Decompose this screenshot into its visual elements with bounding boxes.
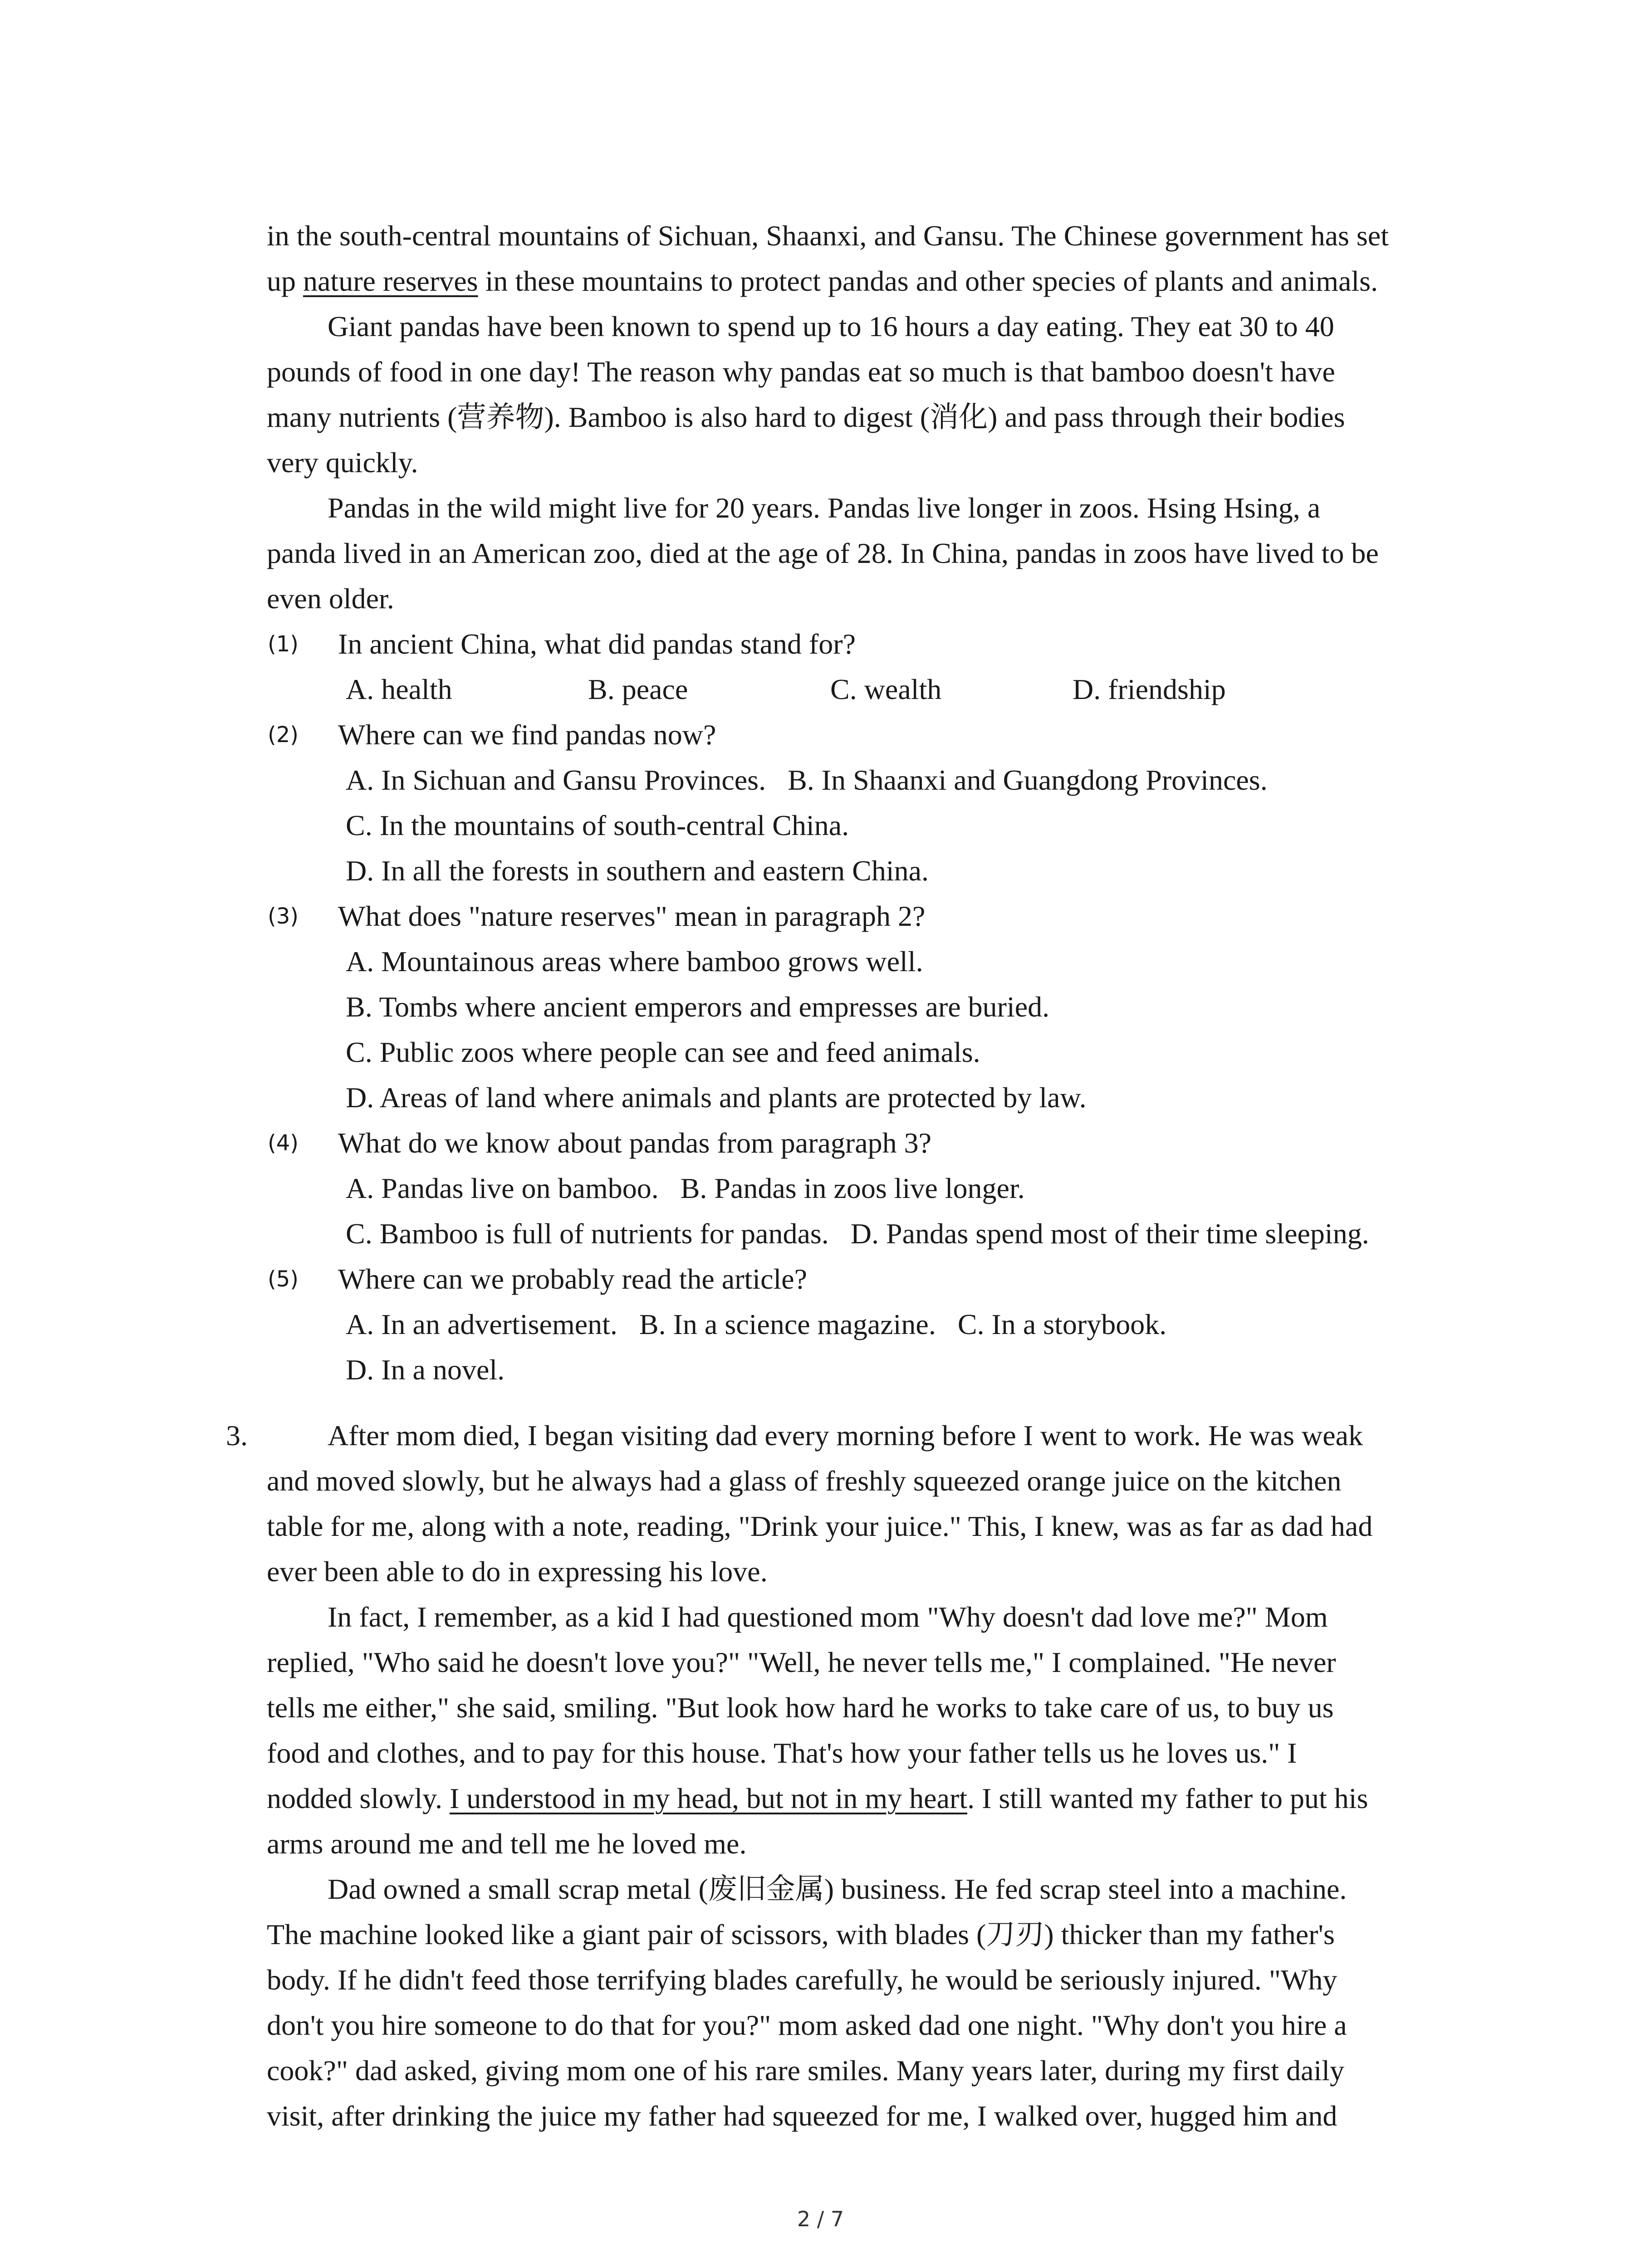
question-number: (4) bbox=[268, 1130, 299, 1156]
answer-option: A. Pandas live on bamboo. B. Pandas in zoos live longer. bbox=[346, 1172, 1025, 1204]
passage-line: nodded slowly. I understood in my head, but not in my heart. I still wanted my father to put his bbox=[267, 1782, 1368, 1814]
answer-option: A. health bbox=[346, 673, 452, 705]
underlined-sentence: I understood in my head, but not in my heart bbox=[449, 1782, 968, 1814]
page-indicator: 2 / 7 bbox=[797, 2207, 844, 2231]
passage-line: many nutrients (营养物). Bamboo is also hard to digest (消化) and pass through their bodies bbox=[267, 401, 1345, 433]
passage-line: even older. bbox=[267, 582, 394, 615]
item-number: 3. bbox=[226, 1419, 248, 1452]
passage-line: visit, after drinking the juice my father had squeezed for me, I walked over, hugged him and bbox=[267, 2100, 1337, 2132]
question-number: (5) bbox=[268, 1266, 299, 1292]
answer-option: D. In all the forests in southern and eastern China. bbox=[346, 855, 929, 887]
passage-line: The machine looked like a giant pair of scissors, with blades (刀刃) thicker than my father's bbox=[267, 1918, 1335, 1950]
passage-line: in the south-central mountains of Sichuan, Shaanxi, and Gansu. The Chinese government has set bbox=[267, 220, 1389, 252]
passage-line: body. If he didn't feed those terrifying blades carefully, he would be seriously injured. "Why bbox=[267, 1964, 1337, 1996]
underlined-term: nature reserves bbox=[303, 265, 478, 297]
passage-line: After mom died, I began visiting dad every morning before I went to work. He was weak bbox=[328, 1419, 1363, 1452]
answer-option: B. Tombs where ancient emperors and empresses are buried. bbox=[346, 991, 1050, 1023]
question-text: In ancient China, what did pandas stand for? bbox=[338, 628, 856, 660]
question-number: (1) bbox=[268, 631, 299, 657]
passage-line: food and clothes, and to pay for this house. That's how your father tells us he loves us." I bbox=[267, 1737, 1297, 1769]
question-number: (2) bbox=[268, 722, 299, 748]
passage-line: Dad owned a small scrap metal (废旧金属) business. He fed scrap steel into a machine. bbox=[328, 1873, 1347, 1905]
passage-line: Pandas in the wild might live for 20 years. Pandas live longer in zoos. Hsing Hsing, a bbox=[328, 492, 1321, 524]
question-text: What do we know about pandas from paragraph 3? bbox=[338, 1127, 931, 1159]
passage-line: ever been able to do in expressing his love. bbox=[267, 1555, 768, 1588]
question-text: Where can we probably read the article? bbox=[338, 1263, 808, 1295]
passage-line: panda lived in an American zoo, died at the age of 28. In China, pandas in zoos have lived to be bbox=[267, 537, 1379, 569]
answer-option: C. Bamboo is full of nutrients for pandas. D. Pandas spend most of their time sleeping. bbox=[346, 1217, 1369, 1250]
passage-line: don't you hire someone to do that for you?" mom asked dad one night. "Why don't you hire a bbox=[267, 2009, 1347, 2041]
question-text: What does "nature reserves" mean in paragraph 2? bbox=[338, 900, 926, 932]
passage-line: table for me, along with a note, reading, "Drink your juice." This, I knew, was as far as dad had bbox=[267, 1510, 1373, 1542]
answer-option: B. peace bbox=[588, 673, 688, 705]
passage-line: very quickly. bbox=[267, 446, 418, 479]
answer-option: C. Public zoos where people can see and feed animals. bbox=[346, 1036, 980, 1068]
passage-line: arms around me and tell me he loved me. bbox=[267, 1828, 747, 1860]
question-text: Where can we find pandas now? bbox=[338, 719, 716, 751]
passage-line: Giant pandas have been known to spend up to 16 hours a day eating. They eat 30 to 40 bbox=[328, 310, 1334, 342]
question-number: (3) bbox=[268, 904, 299, 929]
passage-line: cook?" dad asked, giving mom one of his rare smiles. Many years later, during my first daily bbox=[267, 2054, 1344, 2087]
answer-option: D. friendship bbox=[1073, 673, 1226, 705]
answer-option: A. Mountainous areas where bamboo grows well. bbox=[346, 945, 923, 978]
answer-option: A. In an advertisement. B. In a science magazine. C. In a storybook. bbox=[346, 1308, 1167, 1340]
passage-line: up nature reserves in these mountains to protect pandas and other species of plants and animals. bbox=[267, 265, 1378, 297]
answer-option: C. In the mountains of south-central China. bbox=[346, 809, 849, 841]
passage-line: replied, "Who said he doesn't love you?" "Well, he never tells me," I complained. "He never bbox=[267, 1646, 1336, 1678]
passage-line: pounds of food in one day! The reason why pandas eat so much is that bamboo doesn't have bbox=[267, 356, 1335, 388]
answer-option: A. In Sichuan and Gansu Provinces. B. In Shaanxi and Guangdong Provinces. bbox=[346, 764, 1268, 796]
answer-option: C. wealth bbox=[830, 673, 942, 705]
answer-option: D. In a novel. bbox=[346, 1354, 505, 1386]
passage-line: and moved slowly, but he always had a glass of freshly squeezed orange juice on the kitchen bbox=[267, 1465, 1342, 1497]
answer-option: D. Areas of land where animals and plants are protected by law. bbox=[346, 1081, 1087, 1114]
passage-line: tells me either," she said, smiling. "But look how hard he works to take care of us, to buy us bbox=[267, 1691, 1334, 1724]
passage-line: In fact, I remember, as a kid I had questioned mom "Why doesn't dad love me?" Mom bbox=[328, 1601, 1328, 1633]
